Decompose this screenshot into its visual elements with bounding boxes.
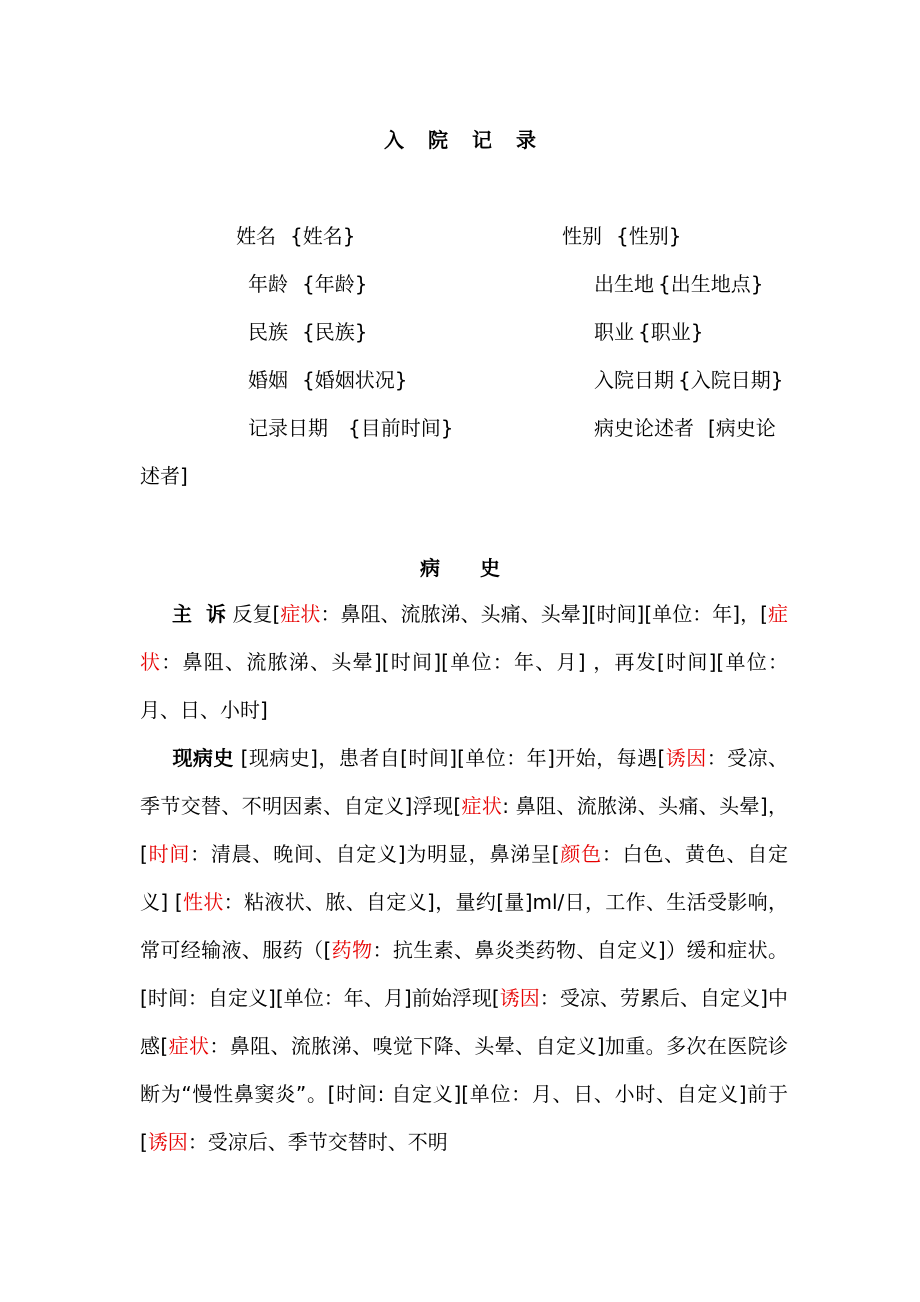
marriage-value: {婚姻状况} — [302, 368, 408, 392]
record-date-field — [248, 414, 453, 442]
admit-date-field — [594, 366, 783, 394]
gender-label: 性别 — [562, 224, 602, 248]
present-illness-text — [140, 746, 788, 1154]
history-highlight-5: 时间 — [147, 842, 191, 866]
history-text-16: ：鼻阻、流脓涕、嗅觉下降、头晕、自定义]加重。多次在医院诊断为“慢性鼻窦炎”。[时间: 自定义][单位：月、日、小时、自定义]前于[ — [140, 1034, 789, 1154]
chief-complaint-text — [140, 602, 788, 722]
history-highlight-15: 症状 — [168, 1034, 210, 1058]
history-text-8: ：白色、黄色、自定义] [ — [140, 842, 789, 914]
history-highlight-3: 症状 — [461, 794, 503, 818]
complaint-text-2: ：鼻阻、流脓涕、头痛、头晕][时间][单位：年]，[ — [320, 602, 768, 626]
admit-date-label: 入院日期 — [594, 368, 674, 392]
history-text-18: ：受凉后、季节交替时、不明 — [187, 1130, 448, 1154]
chief-complaint-paragraph — [140, 590, 788, 734]
narrator-value: [病史论 — [708, 416, 776, 440]
narrator-continuation: 述者] — [140, 464, 188, 488]
history-text-6: ：清晨、晚间、自定义]为明显，鼻涕呈[ — [190, 842, 560, 866]
ethnicity-label: 民族 — [248, 320, 288, 344]
complaint-highlight-1: 症状 — [280, 602, 321, 626]
present-illness-paragraph — [140, 734, 788, 1166]
history-highlight-7: 颜色 — [559, 842, 602, 866]
history-highlight-13: 诱因 — [499, 986, 540, 1010]
history-highlight-9: 性状 — [182, 890, 224, 914]
gender-field — [562, 222, 681, 250]
history-highlight-1: 诱因 — [665, 746, 707, 770]
gender-value: {性别} — [616, 224, 682, 248]
complaint-highlight-3: 症状 — [140, 602, 788, 674]
history-highlight-11: 药物 — [331, 938, 373, 962]
age-value: {年龄} — [302, 272, 368, 296]
birthplace-label: 出生地 — [594, 272, 654, 296]
job-value: {职业} — [638, 320, 704, 344]
present-illness-label: 现病史 — [172, 746, 234, 770]
age-field — [248, 270, 367, 298]
age-label: 年龄 — [248, 272, 288, 296]
marriage-label: 婚姻 — [248, 368, 288, 392]
record-date-value: {目前时间} — [348, 416, 454, 440]
complaint-text-0: 反复[ — [226, 602, 281, 626]
birthplace-value: {出生地点} — [658, 272, 764, 296]
admit-date-value: {入院日期} — [678, 368, 784, 392]
complaint-text-4: ：鼻阻、流脓涕、头晕][时间][单位：年、月] ，再发[时间][单位：月、日、小时] — [140, 650, 788, 722]
history-text-10: ：粘液状、脓、自定义]，量约[量]ml/日，工作、生活受影响，常可经输液、服药（[ — [140, 890, 789, 962]
section-title-history: 病史 — [420, 556, 540, 580]
document-title: 入院记录 — [384, 128, 560, 152]
history-text-4: : 鼻阻、流脓涕、头痛、头晕]，[ — [140, 794, 789, 866]
name-label: 姓名 — [236, 224, 276, 248]
record-date-label: 记录日期 — [248, 416, 328, 440]
history-highlight-17: 诱因 — [147, 1130, 188, 1154]
narrator-label: 病史论述者 — [594, 416, 694, 440]
ethnicity-field — [248, 318, 367, 346]
birthplace-field — [594, 270, 763, 298]
marriage-field — [248, 366, 407, 394]
narrator-field — [594, 414, 776, 442]
history-text-14: ：受凉、劳累后、自定义]中感[ — [140, 986, 788, 1058]
history-text-12: ：抗生素、鼻炎类药物、自定义]）缓和症状。[时间：自定义][单位：年、月]前始浮现[ — [140, 938, 789, 1010]
name-field — [236, 222, 355, 250]
ethnicity-value: {民族} — [302, 320, 368, 344]
history-text-0: [现病史]，患者自[时间][单位：年]开始，每遇[ — [233, 746, 666, 770]
name-value: {姓名} — [290, 224, 356, 248]
job-label: 职业 — [594, 320, 634, 344]
chief-complaint-label: 主 诉 — [172, 602, 227, 626]
job-field — [594, 318, 703, 346]
history-text-2: ：受凉、季节交替、不明因素、自定义]浮现[ — [140, 746, 789, 818]
